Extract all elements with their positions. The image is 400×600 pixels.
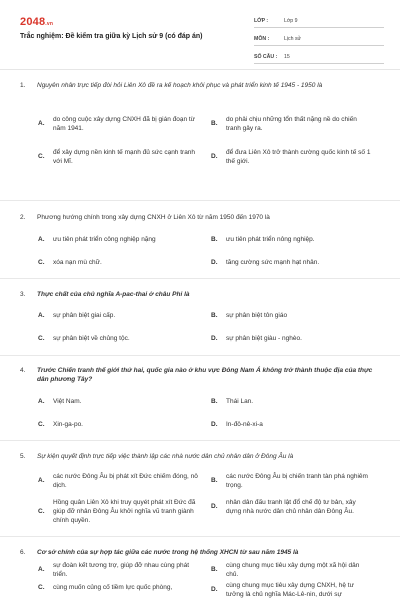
option-letter: B. — [211, 312, 218, 319]
question-4 — [20, 367, 385, 385]
logo-suffix: .vn — [45, 21, 54, 27]
answer-option[interactable] — [211, 116, 371, 134]
option-letter: A. — [38, 398, 45, 405]
option-text: xóa nạn mù chữ. — [53, 259, 102, 266]
question-divider — [0, 355, 400, 356]
answer-option[interactable] — [211, 312, 371, 321]
option-letter: D. — [211, 259, 218, 266]
option-letter: C. — [38, 259, 45, 266]
question-text: Sự kiện quyết định trực tiếp việc thành lập các nhà nước dân chủ nhân dân ở Đông Âu là — [37, 453, 294, 460]
question-5 — [20, 453, 385, 462]
option-text: ưu tiên phát triển nông nghiệp. — [226, 236, 315, 243]
option-text: sự phân biệt giàu - nghèo. — [226, 335, 302, 342]
option-text: Việt Nam. — [53, 398, 82, 405]
option-letter: D. — [211, 335, 218, 342]
question-number: 2. — [20, 214, 26, 221]
answer-option[interactable] — [38, 312, 198, 321]
answer-option[interactable] — [211, 499, 371, 517]
answer-option[interactable] — [211, 398, 371, 407]
option-letter: B. — [211, 477, 218, 485]
option-text: ưu tiên phát triển công nghiệp nặng — [53, 236, 156, 243]
answer-option[interactable] — [38, 584, 198, 593]
answer-option[interactable] — [211, 421, 371, 430]
meta-row-subject — [254, 33, 384, 46]
question-divider — [0, 440, 400, 441]
question-text: Thực chất của chủ nghĩa A-pac-thai ở châu Phi là — [37, 291, 190, 298]
option-letter: C. — [38, 335, 45, 342]
option-letter: C. — [38, 153, 45, 161]
option-text: Xin-ga-po. — [53, 421, 83, 428]
answer-option[interactable] — [38, 116, 198, 134]
option-text: do phải chịu những tổn thất nặng nề do chiến tranh gây ra. — [226, 116, 357, 132]
option-text: tăng cường sức mạnh hạt nhân. — [226, 259, 320, 266]
option-letter: A. — [38, 120, 45, 128]
question-number: 3. — [20, 291, 26, 298]
option-letter: D. — [211, 586, 218, 594]
question-number: 6. — [20, 549, 26, 556]
question-3 — [20, 291, 385, 300]
option-letter: B. — [211, 120, 218, 128]
answer-option[interactable] — [38, 149, 198, 167]
site-logo[interactable] — [20, 15, 53, 30]
option-letter: B. — [211, 236, 218, 243]
answer-option[interactable] — [211, 149, 371, 167]
option-text: sự phân biệt giai cấp. — [53, 312, 116, 319]
option-text: Thái Lan. — [226, 398, 254, 405]
option-text: sự phân biệt về chủng tộc. — [53, 335, 130, 342]
question-text: Phương hướng chính trong xây dựng CNXH ở Liên Xô từ năm 1950 đến 1970 là — [37, 214, 270, 221]
option-text: Hồng quân Liên Xô khi truy quyét phát xít Đức đã giúp đỡ nhân Đông Âu khởi nghĩa vũ tranh giành chính quyền. — [53, 499, 196, 524]
answer-option[interactable] — [38, 473, 198, 491]
answer-option[interactable] — [38, 421, 198, 430]
meta-row-grade — [254, 15, 384, 28]
option-letter: D. — [211, 503, 218, 511]
answer-option[interactable] — [38, 562, 198, 580]
worksheet-header — [0, 0, 400, 70]
meta-value: 15 — [284, 53, 290, 60]
answer-option[interactable] — [211, 473, 371, 491]
answer-option[interactable] — [38, 259, 198, 268]
question-text: Trước Chiến tranh thế giới thứ hai, quốc gia nào ở khu vực Đông Nam Á không trở thành thuộc địa của thực dân phương Tây? — [37, 367, 373, 383]
question-divider — [0, 536, 400, 537]
option-text: để xây dựng nền kinh tế mạnh đủ sức cạnh tranh với Mĩ. — [53, 149, 196, 165]
question-number: 5. — [20, 453, 26, 460]
answer-option[interactable] — [211, 236, 371, 245]
option-letter: B. — [211, 398, 218, 405]
option-text: các nước Đông Âu bị chiến tranh tàn phá nghiêm trọng. — [226, 473, 368, 489]
option-letter: C. — [38, 507, 45, 515]
option-text: nhân dân đấu tranh lật đổ chế độ tư bản, xây dựng nhà nước dân chủ nhân dân Đông Âu. — [226, 499, 356, 515]
answer-option[interactable] — [38, 499, 198, 525]
option-text: cùng muốn củng cố tiềm lực quốc phòng, — [53, 584, 173, 591]
answer-option[interactable] — [211, 582, 371, 600]
option-text: sự đoàn kết tương trợ, giúp đỡ nhau cùng phát triển. — [53, 562, 190, 578]
option-letter: A. — [38, 566, 45, 574]
question-text: Nguyên nhân trực tiếp đòi hỏi Liên Xô đề ra kế hoạch khôi phục và phát triển kinh tế 1945 - 1950 là — [37, 82, 323, 89]
option-text: để đưa Liên Xô trở thành cường quốc kinh tế số 1 thế giới. — [226, 149, 371, 165]
option-text: các nước Đông Âu bị phát xít Đức chiếm đóng, nô dịch. — [53, 473, 198, 489]
option-letter: A. — [38, 236, 45, 243]
question-number: 1. — [20, 82, 26, 89]
option-letter: C. — [38, 584, 45, 591]
option-text: cùng chung mục tiêu xây dựng một xã hội dân chủ. — [226, 562, 360, 578]
meta-key: LỚP : — [254, 17, 269, 24]
option-letter: A. — [38, 312, 45, 319]
answer-option[interactable] — [211, 562, 371, 580]
question-divider — [0, 278, 400, 279]
meta-key: MÔN : — [254, 35, 270, 42]
option-letter: C. — [38, 421, 45, 428]
question-6 — [20, 549, 385, 558]
page-title: Trắc nghiệm: Đề kiểm tra giữa kỳ Lịch sử 9 (có đáp án) — [20, 33, 203, 40]
meta-value: Lớp 9 — [284, 17, 298, 24]
meta-key: SỐ CÂU : — [254, 53, 278, 60]
option-letter: B. — [211, 566, 218, 574]
option-letter: D. — [211, 153, 218, 161]
answer-option[interactable] — [38, 398, 198, 407]
option-text: cùng chung mục tiêu xây dựng CNXH, hệ tư tưởng là chủ nghĩa Mác-Lê-nin, dưới sự — [226, 582, 354, 598]
meta-row-count — [254, 51, 384, 64]
option-text: do công cuộc xây dựng CNXH đã bị gián đoạn từ năm 1941. — [53, 116, 196, 132]
meta-value: Lịch sử — [284, 35, 302, 42]
answer-option[interactable] — [38, 335, 198, 344]
question-1 — [20, 82, 385, 91]
option-letter: D. — [211, 421, 218, 428]
answer-option[interactable] — [211, 335, 371, 344]
option-text: In-đô-nê-xi-a — [226, 421, 263, 428]
option-text: sự phân biệt tôn giáo — [226, 312, 288, 319]
logo-main: 2048 — [20, 16, 46, 28]
worksheet-meta — [254, 15, 384, 69]
question-number: 4. — [20, 367, 26, 374]
answer-option[interactable] — [38, 236, 198, 245]
question-2 — [20, 214, 385, 223]
question-divider — [0, 200, 400, 201]
option-letter: A. — [38, 477, 45, 485]
question-text: Cơ sở chính của sự hợp tác giữa các nước trong hệ thống XHCN từ sau năm 1945 là — [37, 549, 299, 556]
answer-option[interactable] — [211, 259, 371, 268]
